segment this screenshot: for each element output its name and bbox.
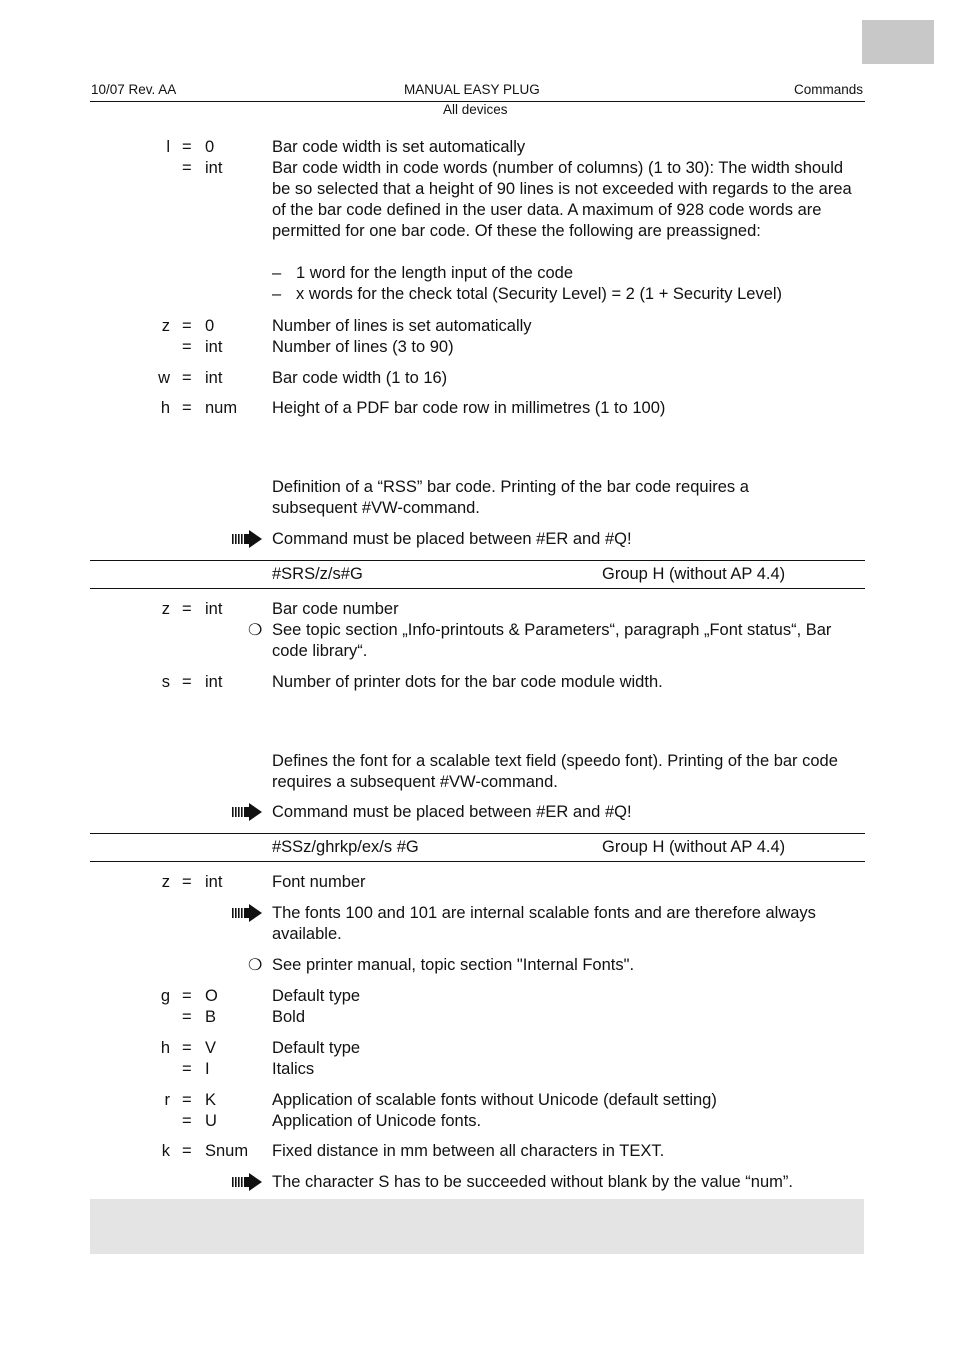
header-revision: 10/07 Rev. AA: [91, 82, 177, 97]
param-eq: =: [182, 600, 192, 618]
param-desc: Default type: [272, 1039, 361, 1057]
param-desc: Bold: [272, 1008, 306, 1026]
param-value: int: [205, 338, 223, 356]
ss-z-note: The fonts 100 and 101 are internal scalable fonts and are therefore always available.: [272, 904, 816, 943]
param-desc: Italics: [272, 1060, 315, 1078]
param-value: V: [205, 1039, 217, 1057]
param-eq: =: [182, 1091, 192, 1109]
syntax-rule-top: [90, 560, 865, 561]
ss-note: Command must be placed between #ER and #Q!: [272, 803, 632, 821]
param-eq: =: [182, 1112, 192, 1130]
param-value: int: [205, 873, 223, 891]
param-eq: =: [182, 399, 192, 417]
param-value: I: [205, 1060, 210, 1078]
ss-group: Group H (without AP 4.4): [602, 838, 786, 856]
param-eq: =: [182, 317, 192, 335]
param-eq: =: [182, 987, 192, 1005]
param-desc: Number of lines (3 to 90): [272, 338, 454, 356]
param-value: int: [205, 159, 223, 177]
param-desc: Default type: [272, 987, 361, 1005]
param-eq: =: [182, 1060, 192, 1078]
param-eq: =: [182, 138, 192, 156]
param-desc: Bar code number: [272, 600, 399, 618]
param-name-h: h: [160, 1039, 170, 1057]
param-name-z: z: [161, 600, 170, 618]
param-eq: =: [182, 873, 192, 891]
param-value: Snum: [205, 1142, 249, 1160]
param-eq: =: [182, 159, 192, 177]
param-desc: Bar code width is set automatically: [272, 138, 526, 156]
ss-z-reference: See printer manual, topic section "Internal Fonts".: [272, 956, 635, 974]
note-arrow-icon: [231, 904, 263, 922]
param-name-z: z: [161, 317, 170, 335]
syntax-rule-bottom: [90, 588, 865, 589]
param-value: 0: [205, 138, 215, 156]
param-eq: =: [182, 1008, 192, 1026]
footer-band: [90, 1199, 864, 1254]
syntax-rule-top: [90, 833, 865, 834]
rss-note: Command must be placed between #ER and #Q!: [272, 530, 632, 548]
param-desc: Bar code width in code words (number of columns) (1 to 30): The width should be so selected that a height of 90 lines is not exceeded with regards to the area of the bar code defined in the user data. A maximum of 928 code words are permitted for one bar code. Of these the following are preassigned:: [272, 159, 852, 240]
param-name-w: w: [158, 369, 170, 387]
param-eq: =: [182, 1039, 192, 1057]
param-desc: Font number: [272, 873, 366, 891]
param-desc: Fixed distance in mm between all characters in TEXT.: [272, 1142, 665, 1160]
reference-circle-icon: ❍: [248, 957, 263, 974]
param-value: O: [205, 987, 218, 1005]
rss-group: Group H (without AP 4.4): [602, 565, 786, 583]
param-value: 0: [205, 317, 215, 335]
ss-k-note: The character S has to be succeeded without blank by the value “num”.: [272, 1173, 793, 1191]
param-value: int: [205, 600, 223, 618]
bullet-dash: –: [272, 285, 282, 303]
param-name-k: k: [161, 1142, 170, 1160]
header-title: MANUAL EASY PLUG: [404, 82, 540, 97]
param-value: int: [205, 369, 223, 387]
note-arrow-icon: [231, 1173, 263, 1191]
param-value: K: [205, 1091, 217, 1109]
param-name-g: g: [160, 987, 170, 1005]
param-name-r: r: [164, 1091, 170, 1109]
note-arrow-icon: [231, 530, 263, 548]
list-item: [272, 263, 862, 284]
param-eq: =: [182, 1142, 192, 1160]
rss-syntax: #SRS/z/s#G: [272, 565, 363, 583]
param-desc: Number of lines is set automatically: [272, 317, 532, 335]
param-desc: Application of scalable fonts without Unicode (default setting): [272, 1091, 717, 1109]
header-subtitle: All devices: [443, 102, 508, 117]
param-desc: Number of printer dots for the bar code module width.: [272, 673, 663, 691]
header-section: Commands: [793, 82, 863, 97]
param-eq: =: [182, 369, 192, 387]
param-desc: Bar code width (1 to 16): [272, 369, 448, 387]
param-name-z: z: [161, 873, 170, 891]
param-value: num: [205, 399, 238, 417]
syntax-rule-bottom: [90, 861, 865, 862]
corner-tab: [862, 20, 934, 64]
param-value: U: [205, 1112, 217, 1130]
param-desc: Application of Unicode fonts.: [272, 1112, 482, 1130]
note-arrow-icon: [231, 803, 263, 821]
list-item-text: 1 word for the length input of the code: [296, 264, 574, 282]
reference-circle-icon: ❍: [248, 622, 263, 639]
rss-reference: See topic section „Info-printouts & Parameters“, paragraph „Font status“, Bar code library“.: [272, 621, 832, 660]
bullet-dash: –: [272, 264, 282, 282]
param-value: B: [205, 1008, 217, 1026]
list-item: [272, 284, 862, 305]
param-name-l: l: [166, 138, 170, 156]
list-item-text: x words for the check total (Security Level) = 2 (1 + Security Level): [296, 285, 783, 303]
rss-intro: Definition of a “RSS” bar code. Printing of the bar code requires a subsequent #VW-command.: [272, 478, 749, 517]
ss-intro: Defines the font for a scalable text field (speedo font). Printing of the bar code requires a subsequent #VW-command.: [272, 752, 838, 791]
param-eq: =: [182, 338, 192, 356]
param-name-h: h: [160, 399, 170, 417]
param-eq: =: [182, 673, 192, 691]
param-name-s: s: [161, 673, 170, 691]
param-value: int: [205, 673, 223, 691]
ss-syntax: #SSz/ghrkp/ex/s #G: [272, 838, 419, 856]
param-desc: Height of a PDF bar code row in millimetres (1 to 100): [272, 399, 666, 417]
